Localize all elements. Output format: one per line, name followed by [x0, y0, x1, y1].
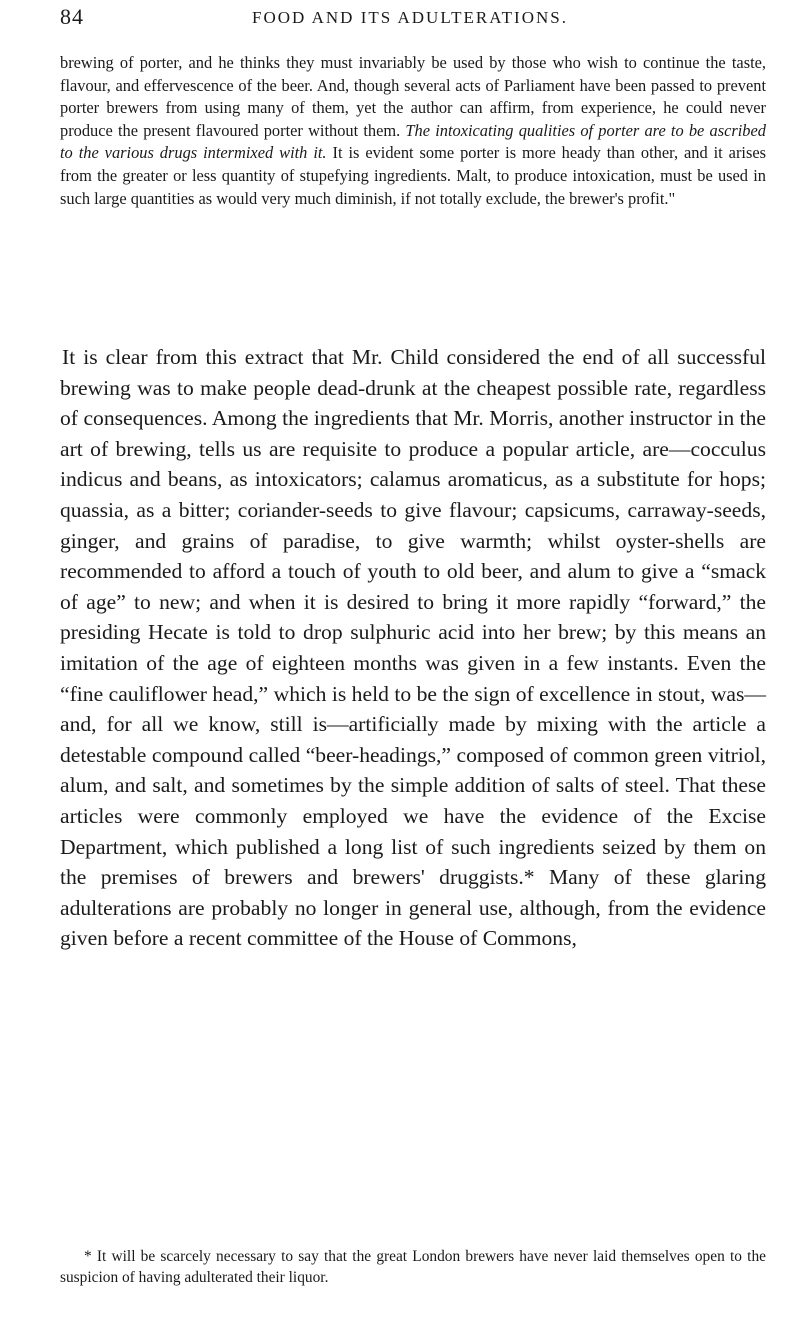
- running-head: FOOD AND ITS ADULTERATIONS.: [252, 8, 568, 27]
- footnote: * It will be scarcely necessary to say that the great London brewers have never laid themselves open to the suspicion of having adulterated their liquor.: [60, 1248, 766, 1286]
- quote-text-start: brewing of porter, and he thinks they must invariably be used by those who wish to continue the taste, flavour, and effervescence of the beer. And, though several acts of Parliament have been passed to prevent porter brewers from using many of them, yet the author can affirm, from experience, he could never produce the present flavoured porter without them.: [60, 53, 766, 140]
- page-number: 84: [60, 4, 84, 29]
- page-header: [60, 4, 760, 34]
- quote-italic-emphasis: The intoxicating qualities of porter are to be ascribed to the various drugs intermixed with it.: [60, 120, 766, 163]
- quoted-extract: [60, 52, 766, 210]
- body-paragraph: It is clear from this extract that Mr. Child considered the end of all successful brewing was to make people dead-drunk at the cheapest possible rate, regardless of consequences. Among the ingredients that Mr. Morris, another instructor in the art of brewing, tells us are requisite to produce a popular article, are—cocculus indicus and beans, as intoxicators; calamus aromaticus, as a substitute for hops; quassia, as a bitter; coriander-seeds to give flavour; capsicums, carraway-seeds, ginger, and grains of paradise, to give warmth; whilst oyster-shells are recommended to afford a touch of youth to old beer, and alum to give a “smack of age” to new; and when it is desired to bring it more rapidly “forward,” the presiding Hecate is told to drop sulphuric acid into her brew; by this means an imitation of the age of eighteen months was given in a few instants. Even the “fine cauliflower head,” which is held to be the sign of excellence in stout, was—and, for all we know, still is—artificially made by mixing with the article a detestable compound called “beer-headings,” composed of common green vitriol, alum, and salt, and sometimes by the simple addition of salts of steel. That these articles were commonly employed we have the evidence of the Excise Department, which published a long list of such ingredients seized by them on the premises of brewers and brewers' druggists.* Many of these glaring adulterations are probably no longer in general use, although, from the evidence given before a recent committee of the House of Commons,: [60, 345, 766, 951]
- quote-text-end: It is evident some porter is more heady than other, and it arises from the greater or less quantity of stupefying ingredients. Malt, to produce intoxication, must be used in such large quantities as would very much diminish, if not totally exclude, the brewer's profit.": [60, 143, 766, 208]
